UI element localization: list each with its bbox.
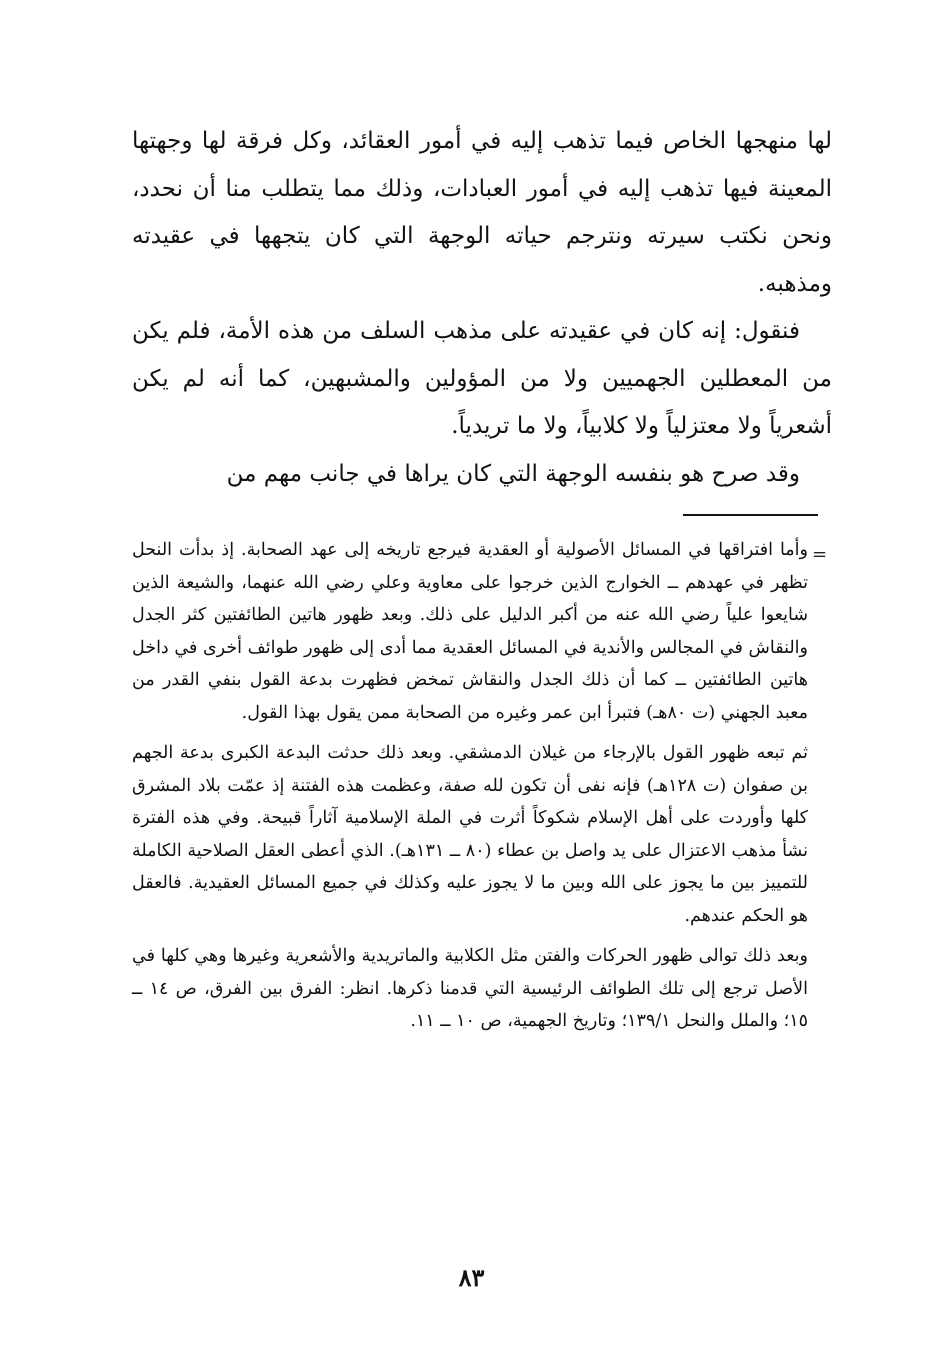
main-text [132,118,832,498]
footnote-paragraph: وأما افتراقها في المسائل الأصولية أو العقدية فيرجع تاريخه إلى عهد الصحابة. إذ بدأت النحل تظهر في عهدهم ــ الخوارج الذين خرجوا على معاوية وعلي رضي الله عنهما، والشيعة الذين شايعوا علياً رضي الله عنه من أكبر الدليل على ذلك. وبعد ظهور هاتين الطائفتين كثر الجدل والنقاش في المجالس والأندية في المسائل العقدية مما أدى إلى ظهور طوائف أخرى في داخل هاتين الطائفتين ــ كما أن ذلك الجدل والنقاش تمخض فظهرت بدعة القول بنفي القدر من معبد الجهني (ت ٨٠هـ) فتبرأ ابن عمر وغيره من الصحابة ممن يقول بهذا القول. [132,540,808,723]
main-paragraph: لها منهجها الخاص فيما تذهب إليه في أمور العقائد، وكل فرقة لها وجهتها المعينة فيها تذهب إليه في أمور العبادات، وذلك مما يتطلب منا أن نحدد، ونحن نكتب سيرته ونترجم حياته الوجهة التي كان يتجهها في عقيدته ومذهبه. [132,128,832,297]
footnote-paragraph: وبعد ذلك توالى ظهور الحركات والفتن مثل الكلابية والماتريدية والأشعرية وغيرها وهي كلها في الأصل ترجع إلى تلك الطوائف الرئيسية التي قدمنا ذكرها. انظر: الفرق بين الفرق، ص ١٤ ــ ١٥؛ والملل والنحل ١٣٩/١؛ وتاريخ الجهمية، ص ١٠ ــ ١١. [132,946,808,1031]
main-paragraph: فنقول: إنه كان في عقيدته على مذهب السلف من هذه الأمة، فلم يكن من المعطلين الجهميين ولا من المؤولين والمشبهين، كما أنه لم يكن أشعرياً ولا معتزلياً ولا كلابياً، ولا ما تريدياً. [132,318,832,439]
footnote-paragraph: ثم تبعه ظهور القول بالإرجاء من غيلان الدمشقي. وبعد ذلك حدثت البدعة الكبرى بدعة الجهم بن صفوان (ت ١٢٨هـ) فإنه نفى أن تكون لله صفة، وعظمت هذه الفتنة إذ عمّت بلاد المشرق كلها وأوردت على أهل الإسلام شكوكاً أثرت في الملة الإسلامية آثاراً قبيحة. وفي هذه الفترة نشأ مذهب الاعتزال على يد واصل بن عطاء (٨٠ ــ ١٣١هـ). الذي أعطى العقل الصلاحية الكاملة للتمييز بين ما يجوز على الله وبين ما لا يجوز عليه وكذلك في جميع المسائل العقيدية. فالعقل هو الحكم عندهم. [132,743,808,926]
footnote-continuation-mark: = [812,544,828,565]
page-number: ٨٣ [458,1263,485,1292]
footnote-separator [683,514,818,516]
main-paragraph: وقد صرح هو بنفسه الوجهة التي كان يراها في جانب مهم من [226,460,800,487]
footnote-section [132,534,808,1046]
